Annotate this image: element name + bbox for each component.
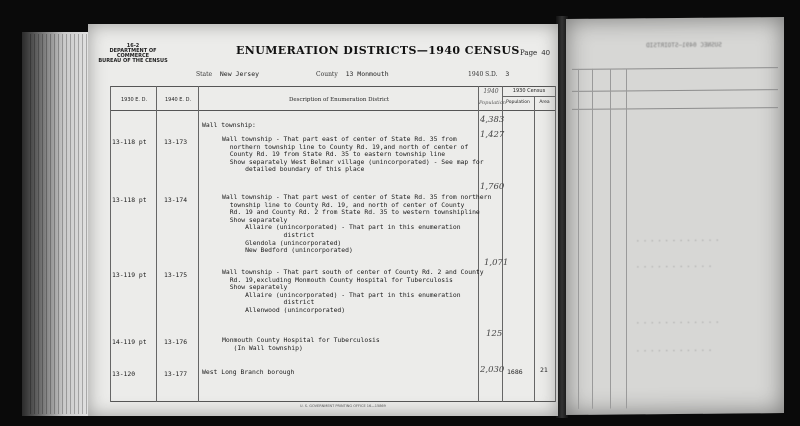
county-label: County [316, 71, 338, 78]
col-header-1930-census: 1930 Census [512, 88, 546, 94]
row-description: Monmouth County Hospital for Tuberculosis (In Wall township) [222, 336, 380, 352]
facing-page-col [578, 69, 579, 409]
bureau-name: BUREAU OF THE CENSUS [98, 58, 168, 64]
col-header-1940-pop: 1940 [483, 88, 499, 95]
row-population-1940: 1,071 [484, 258, 509, 268]
printing-office-footer: U. S. GOVERNMENT PRINTING OFFICE 16—15869 [300, 404, 386, 408]
page-label: Page [520, 49, 538, 57]
facing-page-col [610, 69, 611, 409]
row-ed-1940: 13-177 [164, 370, 188, 378]
row-ed-1940: 13-175 [164, 271, 188, 279]
header-bottom-rule [110, 110, 556, 111]
col-rule [198, 86, 199, 402]
bleed-through-text: . . . . . . . . . . . . [636, 235, 720, 244]
department-stamp [98, 44, 168, 64]
facing-page-col [626, 68, 627, 408]
state-field [196, 70, 259, 78]
page-stack-lines [30, 34, 90, 414]
row-description: Wall township - That part south of center of County Rd. 2 and County Rd. 19,excluding Monmouth County Hospital for Tuberculosis Show separately Allaire (unincorporated) - That part in this enumeration district Allenwood (unincorporated) [222, 268, 484, 314]
row-population-1940: 125 [486, 329, 503, 339]
row-ed-1940: 13-176 [164, 338, 188, 346]
page-number-value: 40 [541, 49, 551, 57]
table-top-rule [110, 86, 556, 87]
state-label: State [196, 71, 213, 78]
col-header-area: Area [539, 100, 550, 105]
county-field [316, 70, 389, 78]
enumeration-table [110, 86, 556, 402]
row-ed-1930: 13-119 pt [112, 271, 147, 279]
bleed-through-text: SUSNEC 0491—STOIRTSID [646, 41, 722, 50]
row-area: 21 [540, 366, 548, 374]
col-header-description: Description of Enumeration District [288, 97, 390, 103]
col-rule [156, 86, 157, 402]
row-ed-1930: 13-118 pt [112, 138, 147, 146]
state-value: New Jersey [219, 70, 260, 78]
bleed-through-text: . . . . . . . . . . . [636, 261, 712, 270]
row-ed-1930: 13-118 pt [112, 196, 147, 204]
col-header-1930-ed: 1930 E. D. [120, 97, 148, 103]
row-description: Wall township - That part east of center of State Rd. 35 from northern township line to County Rd. 19,and north of center of County Rd. 19 from State Rd. 35 to eastern township line Show separately West Belmar village (unincorporated) - See map for detailed boundary of this place [222, 135, 484, 174]
sd-field [468, 70, 509, 78]
facing-page-rule [572, 67, 778, 70]
facing-page-col [592, 69, 593, 409]
col-rule [534, 96, 535, 402]
row-description: West Long Branch borough [202, 368, 295, 376]
row-description: Wall township - That part west of center of State Rd. 35 from northern township line to County Rd. 19, and north of center of County Rd. 19 and County Rd. 2 from State Rd. 35 to western townshipline Show separately Allaire (unincorporated) - That part in this enumeration district Glendola (unincorporated) New Bedford (unincorporated) [222, 193, 492, 255]
facing-page-rule [572, 89, 778, 92]
row-population-1940: 2,030 [480, 365, 505, 375]
sd-label: 1940 S.D. [468, 71, 498, 78]
county-value: 13 Monmouth [345, 70, 389, 78]
row-description: Wall township: [202, 121, 256, 129]
row-population-1930: 1686 [507, 368, 523, 376]
page-number [520, 49, 550, 57]
col-header-1940-pop-sub: Population [479, 100, 507, 106]
row-population-1940: 1,427 [480, 130, 505, 140]
col-header-population: Population [506, 100, 530, 105]
bleed-through-text: . . . . . . . . . . . [636, 345, 712, 354]
row-population-1940: 1,760 [480, 182, 505, 192]
row-ed-1930: 13-120 [112, 370, 136, 378]
page-title: ENUMERATION DISTRICTS—1940 CENSUS [236, 44, 520, 57]
row-ed-1940: 13-173 [164, 138, 188, 146]
table-bottom-rule [110, 401, 556, 402]
census-subheader-rule [502, 96, 556, 97]
sd-value: 3 [505, 70, 510, 78]
bleed-through-text: . . . . . . . . . . . . [636, 317, 720, 326]
facing-page [566, 17, 784, 415]
row-ed-1930: 14-119 pt [112, 338, 147, 346]
facing-page-rule [572, 107, 778, 110]
col-rule [555, 86, 556, 402]
department-name: DEPARTMENT OF COMMERCE [109, 48, 157, 59]
col-header-1940-ed: 1940 E. D. [164, 97, 192, 103]
form-number: 16-2 [126, 43, 140, 49]
col-rule [110, 86, 111, 402]
row-ed-1940: 13-174 [164, 196, 188, 204]
row-population-1940: 4,383 [480, 115, 505, 125]
